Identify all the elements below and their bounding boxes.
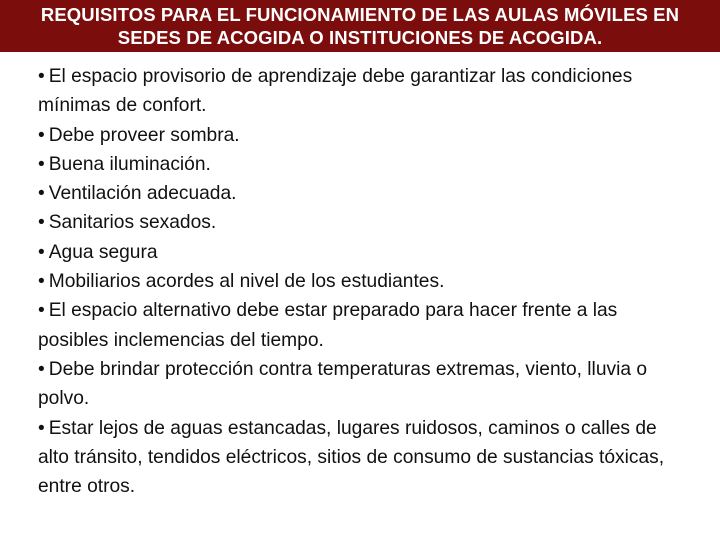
bullet-icon: • bbox=[38, 124, 45, 146]
list-item bbox=[38, 150, 678, 179]
requirements-list bbox=[38, 62, 678, 501]
bullet-icon: • bbox=[38, 212, 45, 234]
list-item-text: Estar lejos de aguas estancadas, lugares ruidosos, caminos o calles de alto tránsito, tendidos eléctricos, sitios de consumo de sustancias tóxicas, entre otros. bbox=[38, 417, 665, 498]
list-item bbox=[38, 238, 678, 267]
bullet-icon: • bbox=[38, 358, 45, 380]
list-item bbox=[38, 62, 678, 121]
list-item-text: El espacio provisorio de aprendizaje debe garantizar las condiciones mínimas de confort. bbox=[38, 66, 633, 117]
bullet-icon: • bbox=[38, 300, 45, 322]
list-item bbox=[38, 179, 678, 208]
bullet-icon: • bbox=[38, 271, 45, 293]
bullet-icon: • bbox=[38, 153, 45, 175]
slide-title: REQUISITOS PARA EL FUNCIONAMIENTO DE LAS AULAS MÓVILES EN SEDES DE ACOGIDA O INSTITUCIONES DE ACOGIDA. bbox=[40, 4, 680, 48]
list-item bbox=[38, 208, 678, 237]
title-banner bbox=[0, 0, 720, 52]
list-item-text: Agua segura bbox=[48, 241, 158, 263]
list-item bbox=[38, 267, 678, 296]
list-item-text: Debe proveer sombra. bbox=[48, 124, 240, 146]
list-item-text: Mobiliarios acordes al nivel de los estudiantes. bbox=[48, 271, 445, 293]
list-item bbox=[38, 121, 678, 150]
list-item-text: Ventilación adecuada. bbox=[48, 183, 237, 205]
list-item-text: El espacio alternativo debe estar preparado para hacer frente a las posibles inclemencias del tiempo. bbox=[38, 300, 618, 351]
bullet-icon: • bbox=[38, 183, 45, 205]
list-item bbox=[38, 355, 678, 414]
bullet-icon: • bbox=[38, 417, 45, 439]
list-item-text: Sanitarios sexados. bbox=[48, 212, 217, 234]
list-item bbox=[38, 296, 678, 355]
list-item-text: Buena iluminación. bbox=[48, 153, 211, 175]
bullet-icon: • bbox=[38, 241, 45, 263]
bullet-icon: • bbox=[38, 66, 45, 87]
list-item-text: Debe brindar protección contra temperaturas extremas, viento, lluvia o polvo. bbox=[38, 358, 648, 410]
list-item bbox=[38, 414, 678, 502]
